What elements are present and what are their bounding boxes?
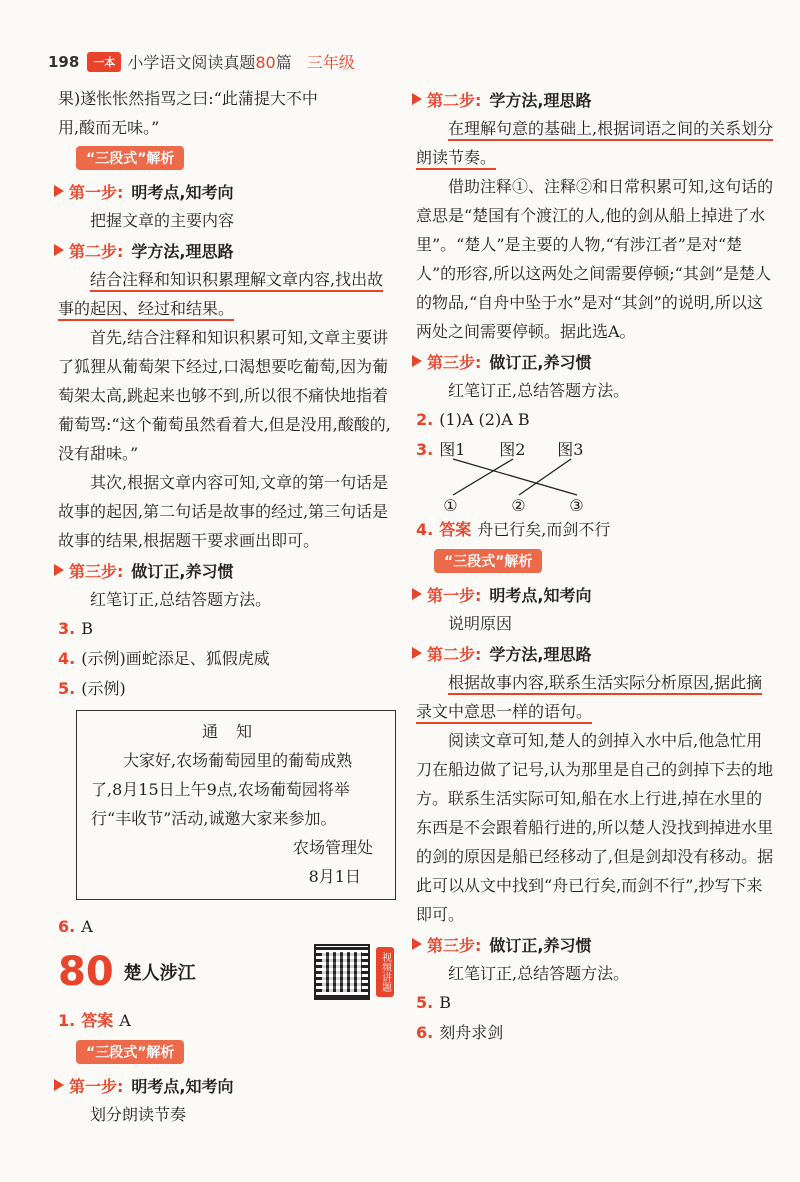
step-text: 明考点,知考向 [131,1076,234,1096]
brand-logo: 一本 [87,52,121,72]
step-text: 明考点,知考向 [489,585,592,605]
step-text: 学方法,理思路 [489,90,592,110]
lesson-title: 楚人涉江 [123,963,196,984]
step-name: 第一步: [427,585,482,605]
right-column [416,84,776,1048]
figure-1-label: 图1 [439,440,466,459]
answer-text: (1)A (2)A B [439,410,530,429]
line-1-3 [453,459,577,495]
answer-text: (示例) [81,679,126,698]
answer-text: A [81,917,93,936]
answer-number: 3. [58,619,76,638]
step-name: 第一步: [69,1076,124,1096]
arrow-icon [412,355,422,367]
notice-box [76,710,396,900]
answer-number: 2. [416,410,434,429]
step-2-paragraph-2: 其次,根据文章内容可知,文章的第一句话是故事的起因,第二句话是故事的经过,第三句话是故事的结果,根据题干要求画出即可。 [58,473,389,550]
step-text: 明考点,知考向 [131,182,234,202]
step-2-method: 在理解句意的基础上,根据词语之间的关系划分朗读节奏。 [416,119,774,167]
step-name: 第三步: [427,935,482,955]
step-text: 学方法,理思路 [489,644,592,664]
figure-2-label: 图2 [499,440,526,459]
answer-text: B [81,619,93,638]
choice-1: ① [443,496,458,515]
q4-step-2-method: 根据故事内容,联系生活实际分析原因,据此摘录文中意思一样的语句。 [416,673,763,721]
answer-text: B [439,993,451,1012]
line-3-2 [519,459,571,495]
answer-3 [416,435,776,515]
step-1-heading [54,176,394,206]
q4-step-2-paragraph: 阅读文章可知,楚人的剑掉入水中后,他急忙用刀在船边做了记号,认为那里是自己的剑掉下去的地方。联系生活实际可知,船在水上行进,掉在水里的东西是不会跟着船行进的,所以楚人没找到掉进水里的剑的原因是船已经移动了,但是剑却没有移动。据此可以从文中找到“舟已行矣,而剑不行”,抄写下来即可。 [416,731,774,924]
answer-number: 6. [416,1023,434,1042]
notice-date: 8月1日 [308,867,361,886]
qr-code-icon[interactable] [314,944,370,1000]
step-text: 做订正,养习惯 [131,561,234,581]
answer-number: 5. [416,993,434,1012]
answer-number: 4. [416,520,434,539]
answer-number: 1. [58,1011,76,1030]
left-column [58,84,394,1129]
step-3-body: 红笔订正,总结答题方法。 [90,590,272,609]
step-2-method: 结合注释和知识积累理解文章内容,找出故事的起因、经过和结果。 [58,270,384,318]
video-tag[interactable]: 视频讲题 [376,947,394,997]
answer-6 [416,1018,776,1048]
choice-2: ② [511,496,526,515]
book-title-pre: 小学语文阅读真题 [127,53,256,72]
answer-number: 4. [58,649,76,668]
notice-body: 大家好,农场葡萄园里的葡萄成熟了,8月15日上午9点,农场葡萄园将举行“丰收节”活动,诚邀大家来参加。 [91,751,353,828]
step-name: 第二步: [69,241,124,261]
answer-number: 6. [58,917,76,936]
analysis-badge: “三段式”解析 [76,146,184,170]
intro-line-2: 用,酸而无味。” [58,118,160,137]
step-text: 做订正,养习惯 [489,352,592,372]
grade-label: 三年级 [306,53,355,72]
matching-lines [439,435,639,515]
step-2-paragraph: 借助注释①、注释②和日常积累可知,这句话的意思是“楚国有个渡江的人,他的剑从船上掉进了水里”。“楚人”是主要的人物,“有涉江者”是对“楚人”的形容,所以这两处之间需要停顿;“其剑”是楚人的物品,“自舟中坠于水”是对“其剑”的说明,所以这两处之间需要停顿。据此选A。 [416,177,774,341]
lesson-step-1-body: 划分朗读节奏 [90,1105,187,1124]
intro-line-1: 果)遂怅怅然指骂之曰:“此蒲提大不中 [58,89,318,108]
step-2-paragraph-1: 首先,结合注释和知识积累可知,文章主要讲了狐狸从葡萄架下经过,口渴想要吃葡萄,因为葡萄架太高,跳起来也够不到,所以很不痛快地指着葡萄骂:“这个葡萄虽然看着大,但是没用,酸酸的,没有甜味。” [58,328,391,463]
figure-3-label: 图3 [557,440,584,459]
step-name: 第三步: [69,561,124,581]
q4-step-3-body: 红笔订正,总结答题方法。 [448,964,630,983]
book-title-post: 篇 [275,53,292,72]
step-2-heading [54,235,394,265]
arrow-icon [54,1079,64,1091]
analysis-badge: “三段式”解析 [76,1040,184,1064]
answer-text: 舟已行矣,而剑不行 [477,520,611,539]
step-name: 第三步: [427,352,482,372]
book-title-num: 80 [255,53,276,72]
answer-6 [58,912,394,942]
answer-text: 刻舟求剑 [439,1023,504,1042]
q4-step-3-heading [412,929,776,959]
arrow-icon [412,938,422,950]
step-name: 第一步: [69,182,124,202]
step-3-body: 红笔订正,总结答题方法。 [448,381,630,400]
step-text: 学方法,理思路 [131,241,234,261]
q4-step-1-body: 说明原因 [448,614,513,633]
answer-5 [58,674,394,704]
lesson-number: 80 [58,949,114,995]
lesson-heading [58,944,394,1000]
line-2-1 [453,459,513,495]
analysis-badge: “三段式”解析 [434,549,542,573]
step-2-heading [412,84,776,114]
answer-4 [416,515,776,545]
q4-step-2-heading [412,638,776,668]
step-name: 第二步: [427,644,482,664]
answer-number: 5. [58,679,76,698]
arrow-icon [412,647,422,659]
step-text: 做订正,养习惯 [489,935,592,955]
q4-step-1-heading [412,579,776,609]
answer-text: A [119,1011,131,1030]
arrow-icon [412,93,422,105]
lesson-step-1-heading [54,1070,394,1100]
arrow-icon [54,244,64,256]
answer-text: (示例)画蛇添足、狐假虎威 [81,649,270,668]
step-3-heading [412,346,776,376]
answer-4 [58,644,394,674]
step-name: 第二步: [427,90,482,110]
answer-number: 3. [416,440,434,459]
choice-3: ③ [569,496,584,515]
answer-3 [58,614,394,644]
answer-2 [416,405,776,435]
answer-label: 答案 [439,520,472,539]
arrow-icon [54,185,64,197]
arrow-icon [54,564,64,576]
lesson-answer-1 [58,1006,394,1036]
step-1-body: 把握文章的主要内容 [90,211,235,230]
book-title [127,50,355,73]
arrow-icon [412,588,422,600]
page-number: 198 [48,52,80,71]
notice-signer: 农场管理处 [292,838,373,857]
step-3-heading [54,555,394,585]
page-header [48,50,355,73]
answer-5 [416,988,776,1018]
matching-diagram [439,435,639,515]
notice-title: 通知 [201,722,270,741]
answer-label: 答案 [81,1011,114,1030]
